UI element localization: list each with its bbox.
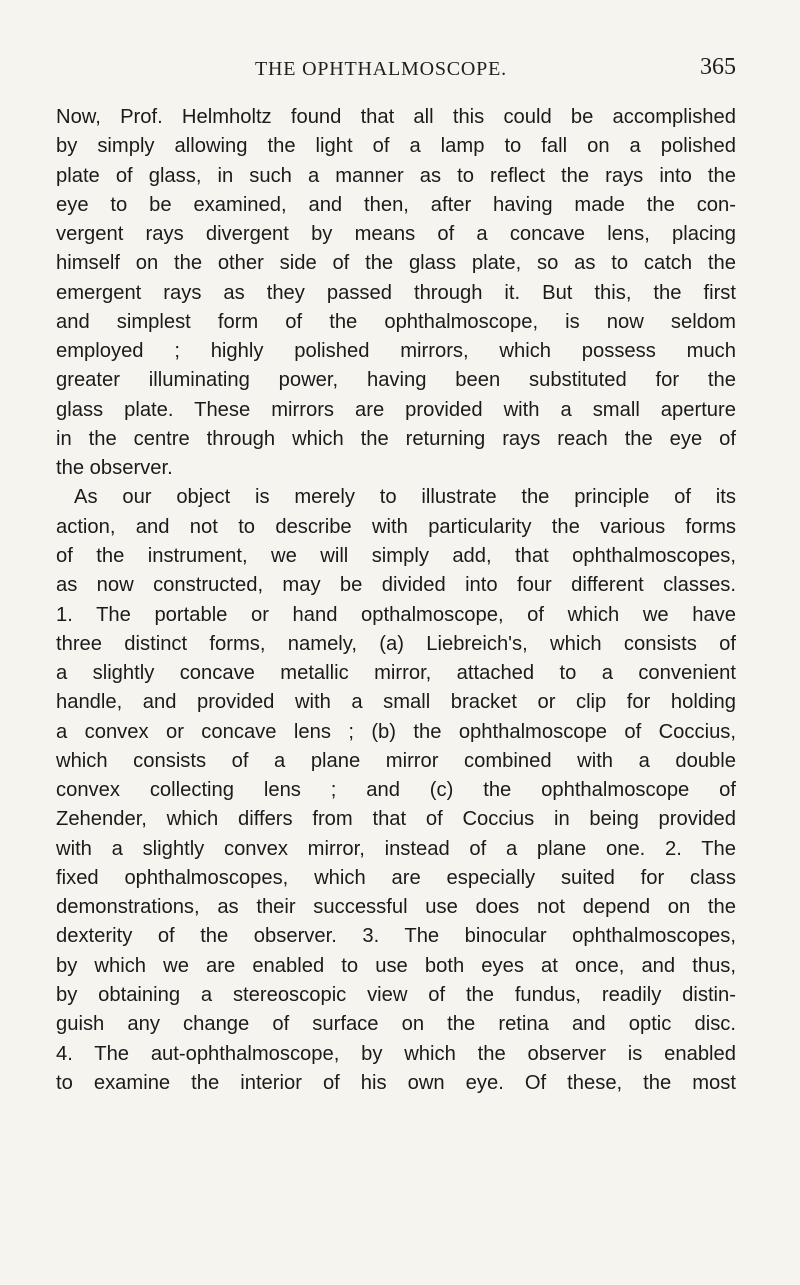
text-line: As our object is merely to illustrate the principle of its xyxy=(74,486,736,509)
text-line: 1. The portable or hand opthalmoscope, of which we have xyxy=(56,603,736,626)
body-text xyxy=(56,103,736,1098)
text-line: 4. The aut-ophthalmoscope, by which the observer is enabled xyxy=(56,1042,736,1065)
text-line: with a slightly convex mirror, instead of a plane one. 2. The xyxy=(56,837,736,860)
text-line: and simplest form of the ophthalmoscope, is now seldom xyxy=(56,310,736,333)
text-line: himself on the other side of the glass plate, so as to catch the xyxy=(56,252,736,275)
text-line: fixed ophthalmoscopes, which are especially suited for class xyxy=(56,866,736,889)
text-line: emergent rays as they passed through it. But this, the first xyxy=(56,281,736,304)
text-line: Zehender, which differs from that of Coccius in being provided xyxy=(56,808,736,831)
text-line: a convex or concave lens ; (b) the ophthalmoscope of Coccius, xyxy=(56,720,736,743)
text-line: three distinct forms, namely, (a) Liebreich's, which consists of xyxy=(56,632,736,655)
running-head xyxy=(0,54,800,88)
text-line: vergent rays divergent by means of a concave lens, placing xyxy=(56,223,736,246)
text-line: which consists of a plane mirror combined with a double xyxy=(56,749,736,772)
text-line: demonstrations, as their successful use does not depend on the xyxy=(56,896,736,919)
text-line: greater illuminating power, having been substituted for the xyxy=(56,369,736,392)
text-line: handle, and provided with a small bracket or clip for holding xyxy=(56,691,736,714)
text-line: dexterity of the observer. 3. The binocular ophthalmoscopes, xyxy=(56,925,736,948)
text-line: convex collecting lens ; and (c) the ophthalmoscope of xyxy=(56,779,736,802)
running-title: THE OPHTHALMOSCOPE. xyxy=(255,58,507,80)
text-line: glass plate. These mirrors are provided with a small aperture xyxy=(56,398,736,421)
text-line: by which we are enabled to use both eyes at once, and thus, xyxy=(56,954,736,977)
text-line: guish any change of surface on the retina and optic disc. xyxy=(56,1013,736,1036)
text-line: to examine the interior of his own eye. Of these, the most xyxy=(56,1071,736,1094)
text-line: action, and not to describe with particularity the various forms xyxy=(56,515,736,538)
text-line: plate of glass, in such a manner as to reflect the rays into the xyxy=(56,164,736,187)
text-line: by obtaining a stereoscopic view of the fundus, readily distin- xyxy=(56,983,736,1006)
text-line: the observer. xyxy=(56,457,173,480)
page-number: 365 xyxy=(700,54,736,80)
text-line: Now, Prof. Helmholtz found that all this could be accomplished xyxy=(56,106,736,128)
text-line: as now constructed, may be divided into four different classes. xyxy=(56,574,736,597)
text-line: a slightly concave metallic mirror, attached to a convenient xyxy=(56,662,736,685)
text-line: employed ; highly polished mirrors, which possess much xyxy=(56,340,736,363)
text-line: in the centre through which the returning rays reach the eye of xyxy=(56,427,736,450)
text-line: eye to be examined, and then, after having made the con- xyxy=(56,193,736,216)
text-line: of the instrument, we will simply add, that ophthalmoscopes, xyxy=(56,544,736,567)
text-line: by simply allowing the light of a lamp to fall on a polished xyxy=(56,135,736,158)
